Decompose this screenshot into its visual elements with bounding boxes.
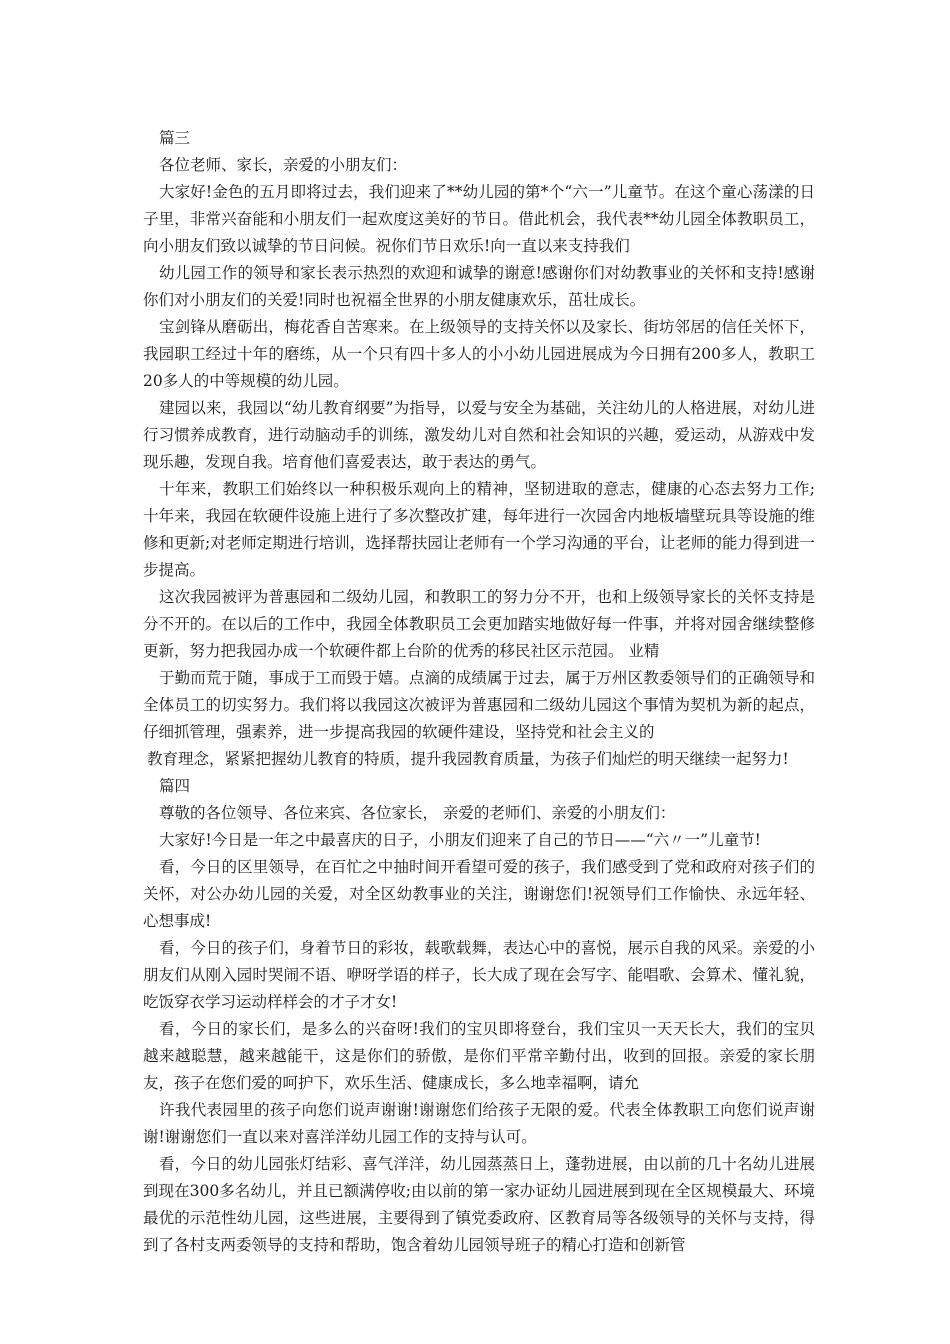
body-paragraph: 于勤而荒于随，事成于工而毁于嬉。点滴的成绩属于过去，属于万州区教委领导们的正确领导和全体员工的切实努力。我们将以我园这次被评为普惠园和二级幼儿园这个事情为契机为新的起点，仔细抓管理，强素养，进一步提高我园的软硬件建设，坚持党和社会主义的 — [143, 669, 815, 741]
body-paragraph: 大家好!金色的五月即将过去，我们迎来了**幼儿园的第*个“六一”儿童节。在这个童心荡漾的日子里，非常兴奋能和小朋友们一起欢度这美好的节日。借此机会，我代表**幼儿园全体教职员工，向小朋友们致以诚挚的节日问候。祝你们节日欢乐!向一直以来支持我们 — [143, 183, 815, 255]
body-paragraph: 幼儿园工作的领导和家长表示热烈的欢迎和诚挚的谢意!感谢你们对幼教事业的关怀和支持!感谢你们对小朋友们的关爱!同时也祝福全世界的小朋友健康欢乐，茁壮成长。 — [143, 264, 815, 309]
body-paragraph: 看，今日的孩子们，身着节日的彩妆，载歌载舞，表达心中的喜悦，展示自我的风采。亲爱的小朋友们从刚入园时哭闹不语、咿呀学语的样子，长大成了现在会写字、能唱歌、会算术、懂礼貌，吃饭穿衣学习运动样样会的才子才女! — [143, 939, 815, 1011]
section-heading-3: 篇三 — [159, 129, 191, 147]
body-paragraph: 这次我园被评为普惠园和二级幼儿园，和教职工的努力分不开，也和上级领导家长的关怀支持是分不开的。在以后的工作中，我园全体教职员工会更加踏实地做好每一件事，并将对园舍继续整修更新，努力把我园办成一个软硬件都上台阶的优秀的移民社区示范园。 业精 — [143, 588, 815, 660]
body-paragraph: 许我代表园里的孩子向您们说声谢谢!谢谢您们给孩子无限的爱。代表全体教职工向您们说声谢谢!谢谢您们一直以来对喜洋洋幼儿园工作的支持与认可。 — [143, 1101, 815, 1146]
body-paragraph: 教育理念，紧紧把握幼儿教育的特质，提升我园教育质量，为孩子们灿烂的明天继续一起努力! — [147, 750, 789, 768]
section-heading-4: 篇四 — [159, 777, 191, 795]
salutation-paragraph: 尊敬的各位领导、各位来宾、各位家长， 亲爱的老师们、亲爱的小朋友们： — [159, 804, 676, 822]
body-paragraph: 建园以来，我园以“幼儿教育纲要”为指导，以爱与安全为基础，关注幼儿的人格进展，对幼儿进行习惯养成教育，进行动脑动手的训练，激发幼儿对自然和社会知识的兴趣，爱运动，从游戏中发现乐趣，发现自我。培育他们喜爱表达，敢于表达的勇气。 — [143, 399, 815, 471]
document-body — [143, 125, 815, 1259]
body-paragraph: 看，今日的区里领导，在百忙之中抽时间开看望可爱的孩子，我们感受到了党和政府对孩子们的关怀，对公办幼儿园的关爱，对全区幼教事业的关注，谢谢您们!祝领导们工作愉快、永远年轻、心想事成! — [143, 858, 815, 930]
body-paragraph: 十年来，教职工们始终以一种积极乐观向上的精神，坚韧进取的意志，健康的心态去努力工作;十年来，我园在软硬件设施上进行了多次整改扩建，每年进行一次园舍内地板墙壁玩具等设施的维修和更新;对老师定期进行培训，选择帮扶园让老师有一个学习沟通的平台，让老师的能力得到进一步提高。 — [143, 480, 815, 579]
body-paragraph: 宝剑锋从磨砺出，梅花香自苦寒来。在上级领导的支持关怀以及家长、街坊邻居的信任关怀下，我园职工经过十年的磨练，从一个只有四十多人的小小幼儿园进展成为今日拥有200多人，教职工20多人的中等规模的幼儿园。 — [143, 318, 815, 390]
body-paragraph: 看，今日的家长们，是多么的兴奋呀!我们的宝贝即将登台，我们宝贝一天天长大，我们的宝贝越来越聪慧，越来越能干，这是你们的骄傲，是你们平常辛勤付出，收到的回报。亲爱的家长朋友，孩子在您们爱的呵护下，欢乐生活、健康成长，多么地幸福啊，请允 — [143, 1020, 815, 1092]
body-paragraph: 大家好!今日是一年之中最喜庆的日子，小朋友们迎来了自己的节日——“六〃一”儿童节! — [159, 831, 761, 849]
salutation-paragraph: 各位老师、家长，亲爱的小朋友们： — [159, 156, 408, 174]
body-paragraph: 看，今日的幼儿园张灯结彩、喜气洋洋，幼儿园蒸蒸日上，蓬勃进展，由以前的几十名幼儿进展到现在300多名幼儿，并且已额满停收;由以前的第一家办证幼儿园进展到现在全区规模最大、环境最优的示范性幼儿园，这些进展，主要得到了镇党委政府、区教育局等各级领导的关怀与支持，得到了各村支两委领导的支持和帮助，饱含着幼儿园领导班子的精心打造和创新管 — [143, 1155, 815, 1254]
